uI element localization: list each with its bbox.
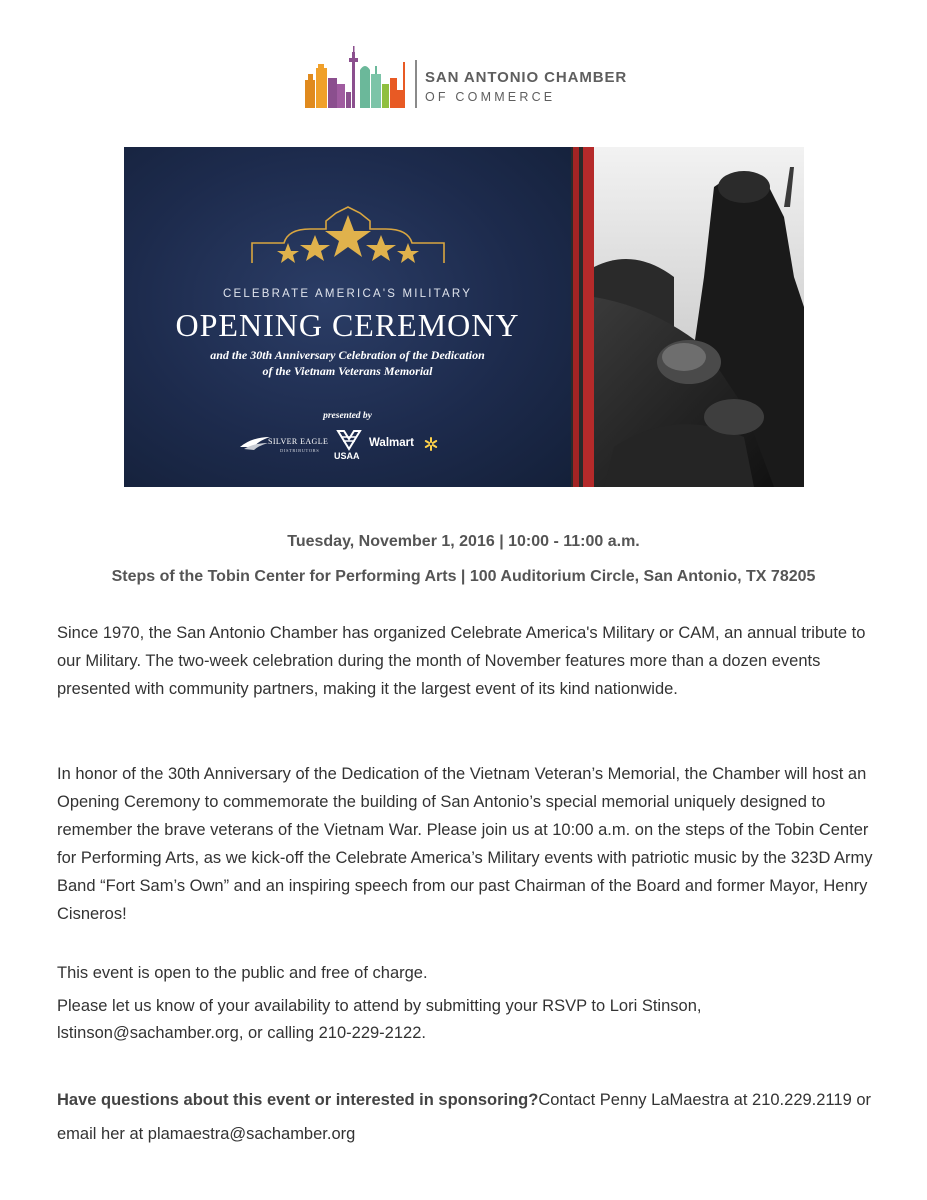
sponsorship-question: Have questions about this event or interested in sponsoring? bbox=[57, 1091, 539, 1109]
walmart-spark-icon bbox=[424, 437, 438, 451]
usaa-text: USAA bbox=[334, 451, 360, 461]
banner-tagline: CELEBRATE AMERICA'S MILITARY bbox=[222, 288, 473, 300]
banner-subtitle-line1: and the 30th Anniversary Celebration of the Dedication bbox=[210, 348, 485, 362]
logo-divider bbox=[415, 60, 417, 108]
silver-eagle-text: SILVER EAGLE bbox=[268, 437, 329, 446]
chamber-logo bbox=[304, 44, 634, 110]
logo-name-line2: OF COMMERCE bbox=[425, 90, 556, 104]
silver-eagle-subtext: DISTRIBUTORS bbox=[280, 448, 320, 453]
soldier-statue-photo bbox=[594, 147, 804, 487]
walmart-logo bbox=[369, 437, 439, 457]
intro-paragraph: Since 1970, the San Antonio Chamber has organized Celebrate America's Military or CAM, an annual tribute to our Military. The two-week celebration during the month of November features more than a dozen events presented with community partners, making it the largest event of its kind nationwide. bbox=[57, 624, 866, 698]
logo-name-line1: SAN ANTONIO CHAMBER bbox=[425, 69, 628, 86]
usaa-eagle-icon bbox=[336, 429, 362, 451]
sponsorship-contact-details: Contact Penny LaMaestra at 210.229.2119 or email her at plamaestra@sachamber.org bbox=[57, 1091, 871, 1143]
rsvp-paragraph: Please let us know of your availability to attend by submitting your RSVP to Lori Stinson, lstinson@sachamber.org, or calling 210-229-2122. bbox=[57, 997, 702, 1042]
walmart-text: Walmart bbox=[369, 437, 414, 449]
skyline-logo-icon bbox=[304, 44, 410, 110]
eagle-wing-icon bbox=[240, 435, 270, 451]
usaa-logo bbox=[332, 429, 366, 463]
alamo-stars-icon bbox=[248, 203, 448, 267]
banner-headline: OPENING CEREMONY bbox=[175, 307, 520, 343]
event-venue: Steps of the Tobin Center for Performing Arts | 100 Auditorium Circle, San Antonio, TX 78205 bbox=[111, 568, 816, 585]
event-banner bbox=[124, 147, 804, 487]
banner-navy-panel bbox=[124, 147, 571, 487]
silver-eagle-logo bbox=[240, 431, 330, 461]
banner-subtitle-line2: of the Vietnam Veterans Memorial bbox=[262, 364, 433, 378]
event-date-time: Tuesday, November 1, 2016 | 10:00 - 11:00 a.m. bbox=[287, 533, 640, 550]
sponsorship-contact bbox=[57, 1083, 877, 1151]
free-admission-note: This event is open to the public and free of charge. bbox=[57, 964, 428, 982]
presented-by-label: presented by bbox=[323, 411, 372, 421]
ceremony-paragraph: In honor of the 30th Anniversary of the Dedication of the Vietnam Veteran’s Memorial, the Chamber will host an Opening Ceremony to commemorate the building of San Antonio’s special memorial uniquely designed to remember the brave veterans of the Vietnam War. Please join us at 10:00 a.m. on the steps of the Tobin Center for Performing Arts, as we kick-off the Celebrate America’s Military events with patriotic music by the 323D Army Band “Fort Sam’s Own” and an inspiring speech from our past Chairman of the Board and former Mayor, Henry Cisneros! bbox=[57, 765, 873, 923]
